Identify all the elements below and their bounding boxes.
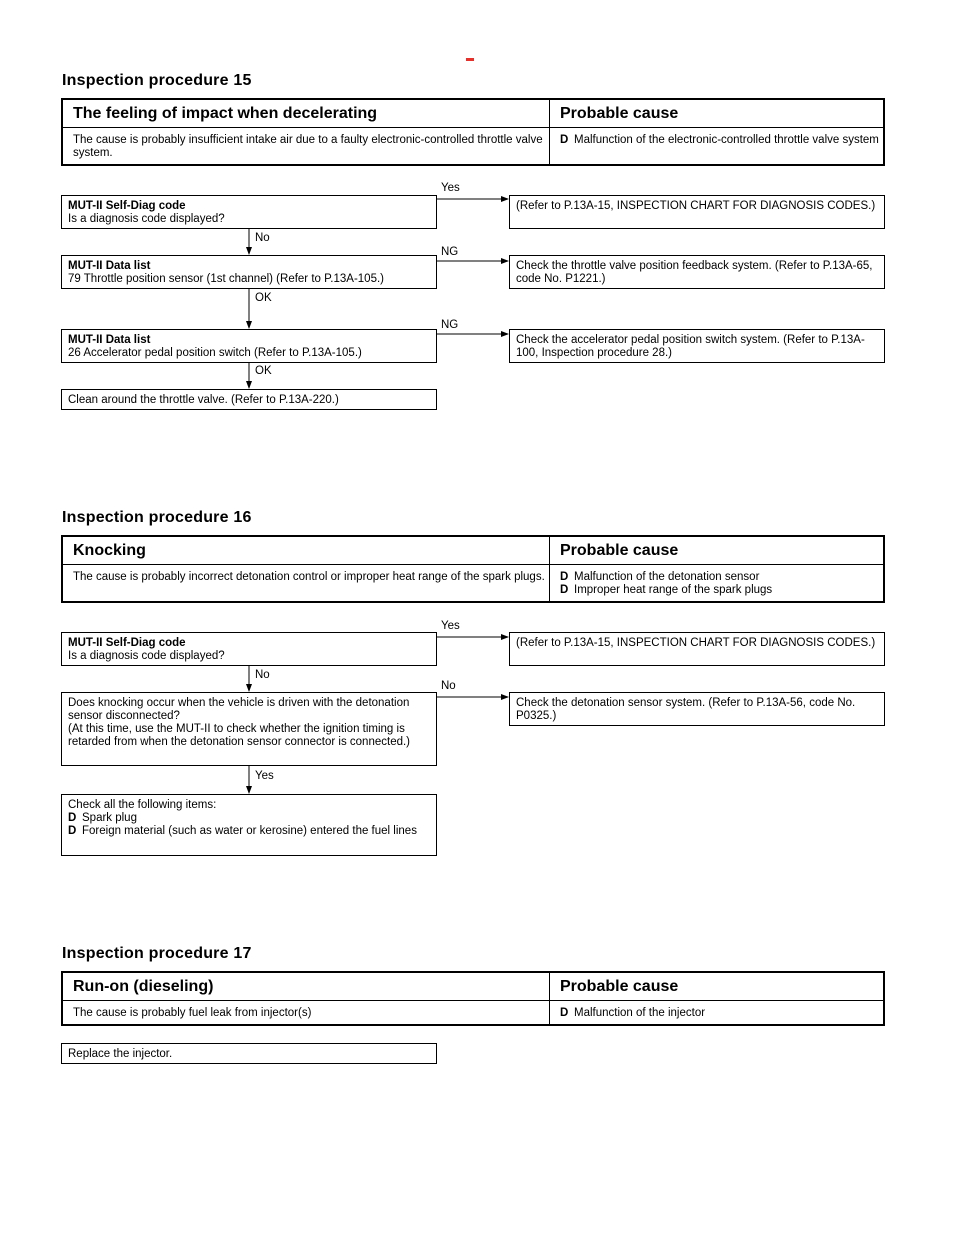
bullet-glyph: D — [560, 134, 569, 146]
proc15-step1-result: (Refer to P.13A-15, INSPECTION CHART FOR DIAGNOSIS CODES.) — [509, 195, 885, 229]
proc15-step1-box: MUT-II Self-Diag code Is a diagnosis code displayed? — [61, 195, 437, 229]
proc15-step2-branch-label: NG — [441, 246, 459, 258]
proc17-symptom: Run-on (dieseling) — [63, 973, 550, 1000]
proc15-step3-down-label: OK — [255, 365, 272, 377]
proc16-step1-down-label: No — [255, 669, 270, 681]
proc17-description: The cause is probably fuel leak from injector(s) — [63, 1001, 550, 1024]
proc16-final-box: Check all the following items: D Spark plug D Foreign material (such as water or kerosine) entered the fuel lines — [61, 794, 437, 856]
proc16-step2-box: Does knocking occur when the vehicle is driven with the detonation sensor disconnected? (At this time, use the MUT-II to check whether the ignition timing is retarded from when the detonation sensor connector is connected.) — [61, 692, 437, 766]
proc15-step2-box: MUT-II Data list 79 Throttle position sensor (1st channel) (Refer to P.13A-105.) — [61, 255, 437, 289]
proc15-heading: Inspection procedure 15 — [62, 72, 252, 89]
proc16-cause-header: Probable cause — [560, 542, 679, 559]
proc15-description: The cause is probably insufficient intake air due to a faulty electronic-controlled throttle valve system. — [63, 128, 550, 164]
proc16-step2-result: Check the detonation sensor system. (Refer to P.13A-56, code No. P0325.) — [509, 692, 885, 726]
proc15-step3-result: Check the accelerator pedal position switch system. (Refer to P.13A-100, Inspection procedure 28.) — [509, 329, 885, 363]
proc17-cause-header: Probable cause — [560, 978, 679, 995]
proc16-description: The cause is probably incorrect detonation control or improper heat range of the spark plugs. — [63, 565, 550, 601]
proc15-step2-down-label: OK — [255, 292, 272, 304]
proc16-final-item: D Foreign material (such as water or kerosine) entered the fuel lines — [68, 825, 417, 837]
proc15-symptom: The feeling of impact when decelerating — [63, 100, 550, 127]
proc16-step2-down-label: Yes — [255, 770, 274, 782]
proc17-final-box: Replace the injector. — [61, 1043, 437, 1064]
proc16-step1-branch-label: Yes — [441, 620, 460, 632]
proc15-step1-down-label: No — [255, 232, 270, 244]
proc17-cause-item: D Malfunction of the injector — [560, 1007, 706, 1019]
proc15-cause-item: D Malfunction of the electronic-controlled throttle valve system — [560, 134, 879, 146]
proc17-heading: Inspection procedure 17 — [62, 945, 252, 962]
proc16-step1-box: MUT-II Self-Diag code Is a diagnosis code displayed? — [61, 632, 437, 666]
proc16-cause-item: D Improper heat range of the spark plugs — [560, 584, 773, 596]
proc15-final-box: Clean around the throttle valve. (Refer to P.13A-220.) — [61, 389, 437, 410]
proc16-final-item: D Spark plug — [68, 812, 137, 824]
proc16-heading: Inspection procedure 16 — [62, 509, 252, 526]
proc15-step3-branch-label: NG — [441, 319, 459, 331]
proc15-step1-branch-label: Yes — [441, 182, 460, 194]
proc15-step2-result: Check the throttle valve position feedback system. (Refer to P.13A-65, code No. P1221.) — [509, 255, 885, 289]
proc16-step2-branch-label: No — [441, 680, 456, 692]
proc16-step1-result: (Refer to P.13A-15, INSPECTION CHART FOR DIAGNOSIS CODES.) — [509, 632, 885, 666]
proc16-symptom: Knocking — [63, 537, 550, 564]
proc15-step3-box: MUT-II Data list 26 Accelerator pedal position switch (Refer to P.13A-105.) — [61, 329, 437, 363]
proc15-cause-header: Probable cause — [560, 105, 679, 122]
proc16-cause-item: D Malfunction of the detonation sensor — [560, 571, 760, 583]
